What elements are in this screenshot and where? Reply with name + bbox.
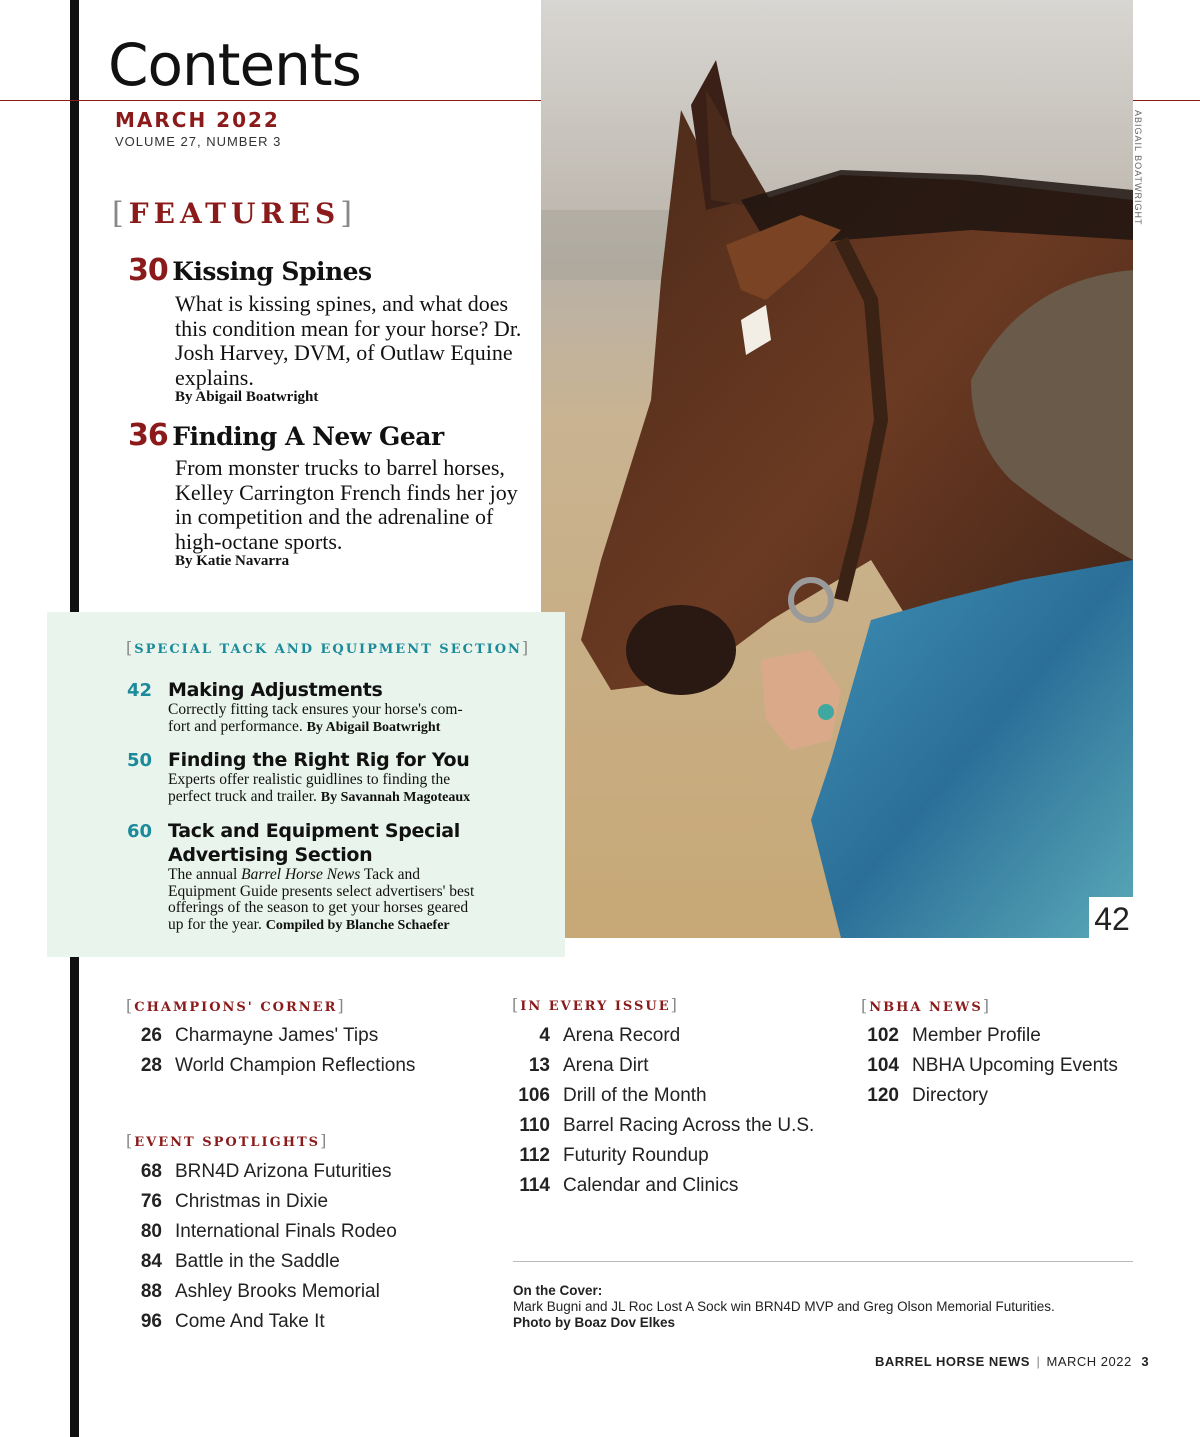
tack-item-description: Correctly fitting tack ensures your horse's com- fort and performance.: [168, 701, 463, 735]
toc-row[interactable]: [120, 1051, 415, 1081]
toc-title: Directory: [912, 1085, 989, 1106]
toc-title: Calendar and Clinics: [563, 1175, 739, 1196]
toc-page-number: 96: [140, 1311, 162, 1332]
champions-list: [120, 1021, 415, 1081]
footer-date: MARCH 2022: [1046, 1354, 1132, 1369]
toc-row[interactable]: [120, 1307, 397, 1337]
features-heading: [FEATURES]: [112, 196, 357, 231]
toc-title: Futurity Roundup: [563, 1145, 709, 1166]
divider: [513, 1261, 1133, 1262]
tack-item-byline: By Abigail Boatwright: [306, 719, 441, 735]
feature-page-number: 36: [128, 418, 168, 453]
toc-row[interactable]: [862, 1081, 1118, 1111]
toc-row[interactable]: [862, 1021, 1118, 1051]
cover-caption: Mark Bugni and JL Roc Lost A Sock win BRN4D MVP and Greg Olson Memorial Futurities.: [513, 1299, 1055, 1314]
toc-title: Arena Record: [563, 1025, 681, 1046]
tack-item-description: Experts offer realistic guidlines to finding the perfect truck and trailer.: [168, 771, 451, 805]
toc-title: NBHA Upcoming Events: [912, 1055, 1118, 1076]
tack-item-description-cont: Tack and Equipment Guide presents select advertisers' best offerings of the season to get your horses geared up for the year.: [168, 866, 475, 933]
toc-title: Ashley Brooks Memorial: [175, 1281, 380, 1302]
feature-byline: By Abigail Boatwright: [175, 389, 319, 405]
header-rule-right: [1133, 100, 1200, 101]
issue-volume: VOLUME 27, NUMBER 3: [115, 134, 282, 149]
toc-row[interactable]: [120, 1187, 397, 1217]
feature-item[interactable]: [128, 418, 444, 453]
cover-note: [513, 1283, 1055, 1331]
tack-item-byline: By Savannah Magoteaux: [320, 789, 471, 805]
toc-row[interactable]: [500, 1081, 814, 1111]
page-footer: [875, 1354, 1149, 1369]
toc-row[interactable]: [862, 1051, 1118, 1081]
toc-row[interactable]: [120, 1021, 415, 1051]
toc-page-number: 114: [519, 1175, 550, 1196]
toc-page-number: 80: [140, 1221, 162, 1242]
feature-item[interactable]: [128, 253, 372, 288]
tack-item[interactable]: [127, 748, 527, 806]
feature-description: From monster trucks to barrel horses, Kelley Carrington French finds her joy in competition and the adrenaline of high-octane sports.: [175, 455, 518, 554]
toc-page-number: 28: [140, 1055, 162, 1076]
feature-title: Finding A New Gear: [172, 422, 444, 451]
toc-page-number: 13: [528, 1055, 550, 1076]
feature-title: Kissing Spines: [172, 257, 372, 286]
toc-row[interactable]: [120, 1247, 397, 1277]
toc-row[interactable]: [120, 1217, 397, 1247]
horse-photo-illustration: [541, 0, 1133, 938]
page-title: Contents: [108, 31, 361, 99]
nbha-list: [862, 1021, 1118, 1111]
every-issue-list: [500, 1021, 814, 1201]
toc-row[interactable]: [500, 1021, 814, 1051]
footer-page-number: 3: [1141, 1354, 1149, 1369]
toc-row[interactable]: [500, 1171, 814, 1201]
nbha-heading: [NBHA NEWS]: [861, 996, 992, 1015]
toc-row[interactable]: [500, 1111, 814, 1141]
toc-title: Charmayne James' Tips: [175, 1025, 379, 1046]
toc-page-number: 26: [140, 1025, 162, 1046]
photo-credit: ABIGAIL BOATWRIGHT: [1133, 110, 1143, 226]
toc-title: Battle in the Saddle: [175, 1251, 340, 1272]
toc-title: BRN4D Arizona Futurities: [175, 1161, 392, 1182]
magazine-name: Barrel Horse News: [241, 866, 361, 883]
photo-page-number: 42: [1089, 897, 1135, 940]
footer-magazine: BARREL HORSE NEWS: [875, 1354, 1030, 1369]
toc-page-number: 84: [140, 1251, 162, 1272]
toc-row[interactable]: [500, 1141, 814, 1171]
issue-date: MARCH 2022: [115, 108, 280, 132]
toc-page-number: 88: [140, 1281, 162, 1302]
toc-page-number: 76: [140, 1191, 162, 1212]
feature-byline: By Katie Navarra: [175, 553, 290, 569]
toc-row[interactable]: [120, 1157, 397, 1187]
tack-item[interactable]: [127, 819, 547, 934]
toc-row[interactable]: [500, 1051, 814, 1081]
feature-page-number: 30: [128, 253, 168, 288]
events-list: [120, 1157, 397, 1337]
toc-title: International Finals Rodeo: [175, 1221, 397, 1242]
champions-heading: [CHAMPIONS' CORNER]: [126, 996, 346, 1015]
events-heading: [EVENT SPOTLIGHTS]: [126, 1131, 329, 1150]
cover-label: On the Cover:: [513, 1283, 603, 1298]
toc-page-number: 104: [867, 1055, 899, 1076]
toc-page-number: 102: [867, 1025, 899, 1046]
feature-description: What is kissing spines, and what does this condition mean for your horse? Dr. Josh Harvey, DVM, of Outlaw Equine explains.: [175, 291, 522, 390]
tack-page-number: 60: [127, 821, 153, 842]
cover-photo-credit: Photo by Boaz Dov Elkes: [513, 1315, 676, 1330]
tack-item-byline: Compiled by Blanche Schaefer: [265, 917, 450, 933]
toc-page-number: 68: [140, 1161, 162, 1182]
toc-title: Come And Take It: [175, 1311, 325, 1332]
toc-page-number: 120: [867, 1085, 899, 1106]
toc-title: Christmas in Dixie: [175, 1191, 329, 1212]
tack-item-title: Making Adjustments: [168, 679, 383, 701]
every-issue-heading: [IN EVERY ISSUE]: [512, 995, 679, 1014]
toc-page-number: 4: [539, 1025, 550, 1046]
toc-title: Barrel Racing Across the U.S.: [563, 1115, 815, 1136]
toc-row[interactable]: [120, 1277, 397, 1307]
tack-item-description: The annual: [168, 866, 242, 883]
tack-page-number: 42: [127, 680, 153, 701]
toc-title: Member Profile: [912, 1025, 1041, 1046]
toc-title: Drill of the Month: [563, 1085, 707, 1106]
header-rule-left: [0, 100, 541, 101]
footer-separator: |: [1036, 1354, 1040, 1369]
toc-page-number: 110: [519, 1115, 550, 1136]
tack-item-title: Finding the Right Rig for You: [168, 749, 470, 771]
tack-page-number: 50: [127, 750, 153, 771]
toc-page-number: 106: [518, 1085, 550, 1106]
toc-page-number: 112: [519, 1145, 550, 1166]
tack-item-title: Tack and Equipment Special Advertising Section: [168, 820, 461, 866]
left-accent-bar-bottom: [70, 957, 79, 1437]
toc-title: Arena Dirt: [563, 1055, 649, 1076]
cover-photo: [541, 0, 1133, 938]
toc-title: World Champion Reflections: [175, 1055, 416, 1076]
tack-item[interactable]: [127, 678, 527, 736]
tack-section-heading: [SPECIAL TACK AND EQUIPMENT SECTION]: [126, 638, 531, 657]
